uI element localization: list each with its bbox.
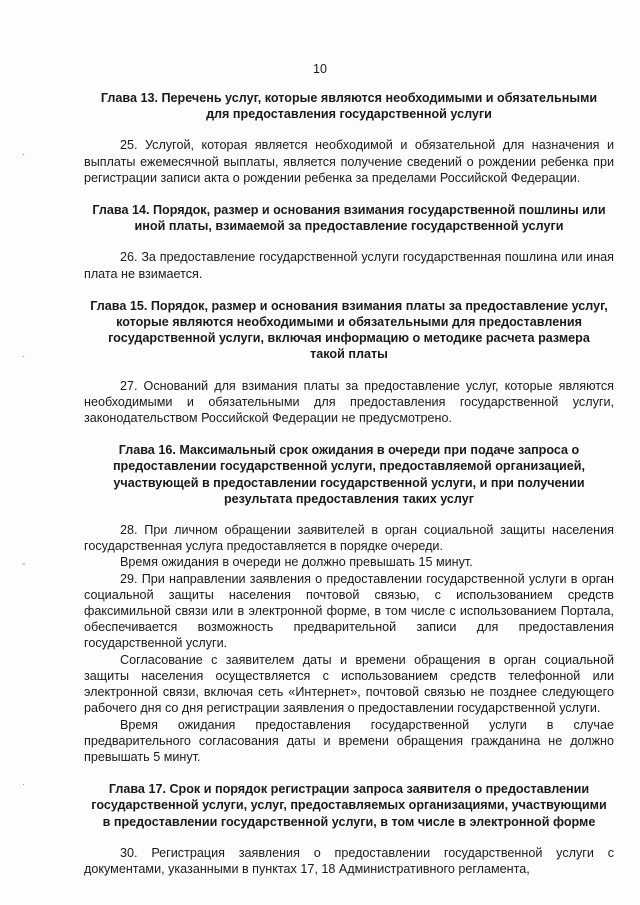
paragraph-29-wait-time: Время ожидания предоставления государственной услуги в случае предварительного согласования даты и времени обращения гражданина не должно превышать 5 минут. — [84, 717, 614, 764]
margin-mark: - — [22, 559, 26, 570]
margin-mark: · — [22, 779, 26, 790]
paragraph-29-agreement: Согласование с заявителем даты и времени обращения в орган социальной защиты населения осуществляется с использованием средств телефонной или электронной связи, включая сеть «Интернет», почтовой связью не позднее следующего рабочего дня со дня регистрации заявления о предоставлении государственной услуги. — [84, 652, 614, 716]
paragraph-30: 30. Регистрация заявления о предоставлении государственной услуги с документами, указанными в пунктах 17, 18 Административного регламента, — [84, 845, 614, 876]
page-number: 10 — [313, 62, 327, 76]
margin-mark: · — [22, 149, 26, 160]
chapter-14-heading: Глава 14. Порядок, размер и основания взимания государственной пошлины или иной платы, взимаемой за предоставление государственной услуги — [92, 203, 606, 234]
document-body — [84, 90, 614, 877]
paragraph-26: 26. За предоставление государственной услуги государственная пошлина или иная плата не взимается. — [84, 250, 614, 281]
paragraph-29: 29. При направлении заявления о предоставлении государственной услуги в орган социальной защиты населения почтовой связью, с использованием средств факсимильной связи или в электронной форме, в том числе с использованием Портала, обеспечивается возможность предварительной записи для предоставления государственной услуги. — [84, 571, 614, 651]
chapter-13-heading: Глава 13. Перечень услуг, которые являются необходимыми и обязательными для предоставления государственной услуги — [100, 91, 598, 122]
chapter-15-heading: Глава 15. Порядок, размер и основания взимания платы за предоставление услуг, которые являются необходимыми и обязательными для предоставления государственной услуги, включая информацию о методике расчета размера такой платы — [90, 298, 608, 362]
paragraph-25: 25. Услугой, которая является необходимой и обязательной для назначения и выплаты ежемесячной выплаты, является получение сведений о рождении ребенка при регистрации записи акта о рождении ребенка за пределами Российской Федерации. — [84, 138, 614, 185]
paragraph-28-wait-time: Время ожидания в очереди не должно превышать 15 минут. — [120, 555, 473, 570]
paragraph-27: 27. Оснований для взимания платы за предоставление услуг, которые являются необходимыми и обязательными для предоставления государственной услуги, законодательством Российской Федерации не предусмотрено. — [84, 378, 614, 426]
chapter-17-heading: Глава 17. Срок и порядок регистрации запроса заявителя о предоставлении государственной услуги, услуг, предоставляемых организациями, участвующими в предоставлении государственной услуги, в том числе в электронной форме — [91, 782, 607, 829]
paragraph-28: 28. При личном обращении заявителей в орган социальной защиты населения государственная услуга предоставляется в порядке очереди. — [84, 523, 614, 554]
margin-mark: · — [22, 351, 26, 362]
chapter-16-heading: Глава 16. Максимальный срок ожидания в очереди при подаче запроса о предоставлении государственной услуги, предоставляемой организацией, участвующей в предоставлении государственной услуги, и при получении результата предоставления таких услуг — [112, 443, 586, 506]
